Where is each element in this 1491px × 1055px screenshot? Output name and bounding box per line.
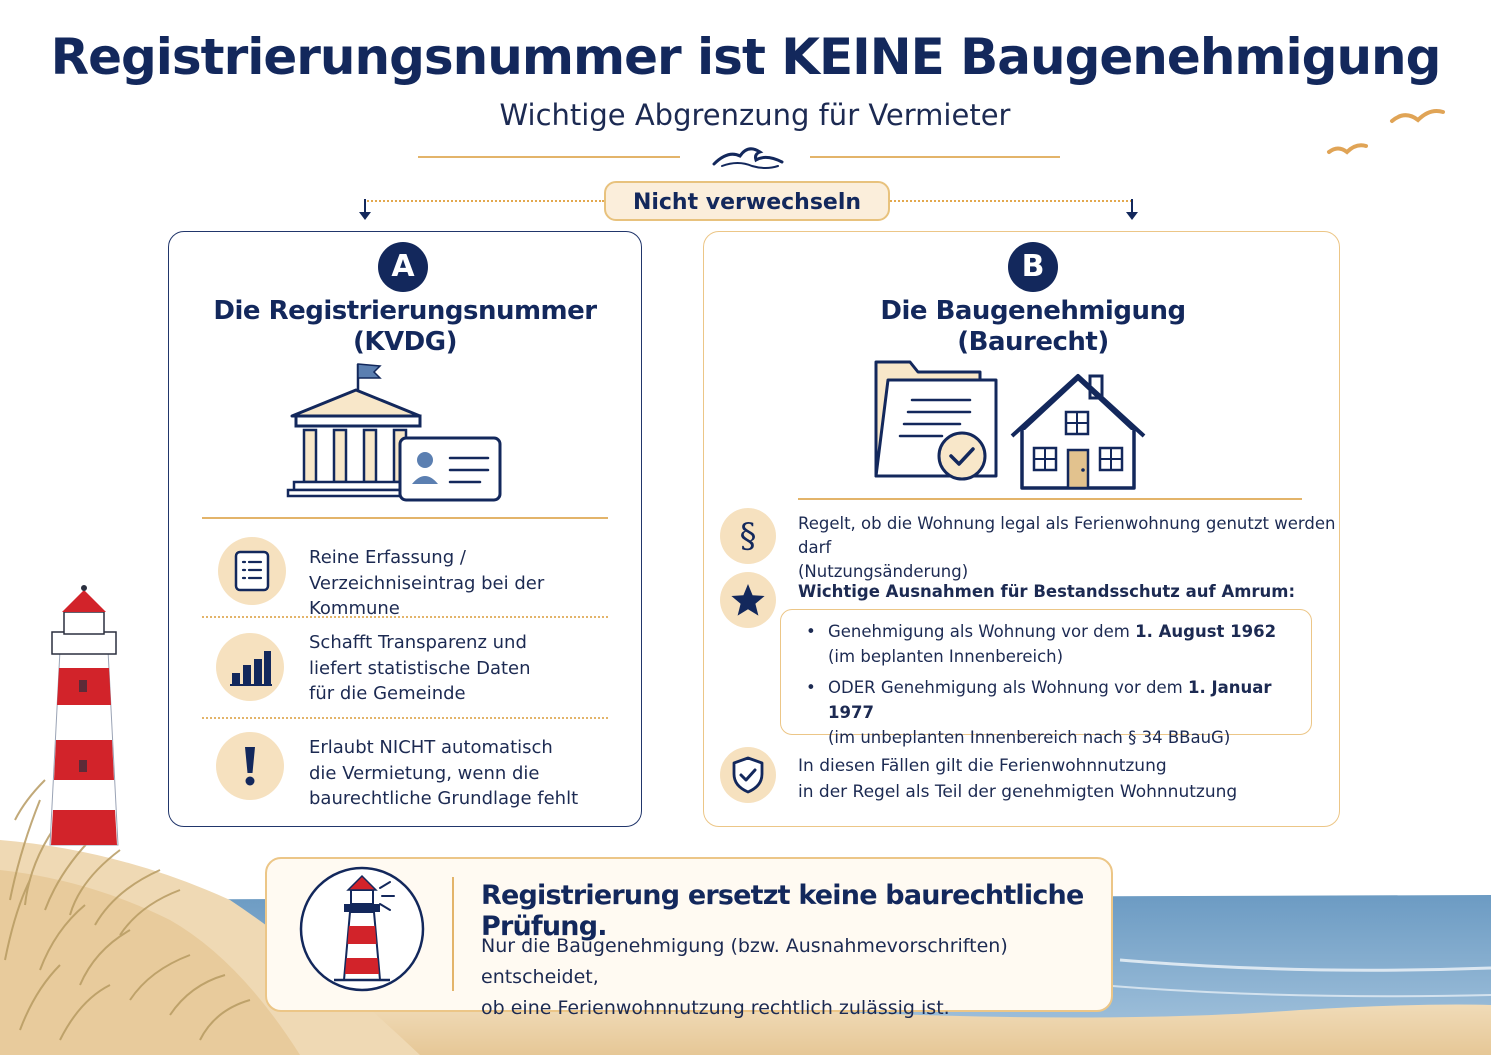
document-folder-check-icon	[870, 356, 1005, 486]
card-a-separator	[202, 616, 608, 618]
house-icon	[1008, 370, 1148, 492]
exclamation-icon-circle	[216, 732, 284, 800]
wave-icon	[708, 140, 788, 170]
lighthouse-icon	[298, 864, 426, 994]
checklist-icon-circle	[218, 537, 286, 605]
card-a-title-line1: Die Registrierungsnummer	[213, 296, 597, 326]
card-b-item-1-text: Regelt, ob die Wohnung legal als Ferienwohnung genutzt werden darf (Nutzungsänderung)	[798, 514, 1336, 581]
card-a-item-2-text: Schafft Transparenz und liefert statistische Daten für die Gemeinde	[309, 632, 531, 704]
divider-right	[810, 156, 1060, 158]
card-a-item-1-text: Reine Erfassung / Verzeichniseintrag bei der Kommune	[309, 547, 545, 619]
summary-divider	[452, 877, 454, 991]
paragraph-icon: §	[739, 516, 757, 556]
arrow-down-icon	[1124, 199, 1140, 223]
divider-left	[418, 156, 680, 158]
card-b-title	[703, 296, 1363, 358]
government-building-id-card-icon	[284, 360, 506, 505]
connector-left	[364, 200, 604, 202]
exclamation-icon	[240, 744, 260, 788]
page-title: Registrierungsnummer ist KEINE Baugenehmigung	[50, 28, 1441, 86]
card-a-title	[168, 296, 642, 358]
paragraph-icon-circle	[720, 508, 776, 564]
checklist-icon	[233, 549, 271, 593]
lighthouse-illustration	[50, 585, 118, 845]
card-b-title-line2: (Baurecht)	[957, 327, 1109, 357]
card-b-item-3-text: In diesen Fällen gilt die Ferienwohnnutzung in der Regel als Teil der genehmigten Wohnnutzung	[798, 756, 1238, 802]
connector-right	[890, 200, 1132, 202]
exception-item-1: • Genehmigung als Wohnung vor dem 1. August 1962 (im beplanten Innenbereich)	[806, 622, 1277, 666]
exception-item-2: • ODER Genehmigung als Wohnung vor dem 1. Januar 1977 (im unbeplanten Innenbereich nach § 34 BBauG)	[806, 678, 1272, 747]
card-b-item-2-heading: Wichtige Ausnahmen für Bestandsschutz auf Amrum:	[798, 582, 1296, 601]
page-subtitle: Wichtige Abgrenzung für Vermieter	[499, 98, 1011, 132]
shield-check-icon	[731, 756, 765, 794]
bar-chart-icon-circle	[216, 633, 284, 701]
letter-badge-b: B	[1008, 242, 1058, 292]
shield-check-icon-circle	[720, 747, 776, 803]
arrow-down-icon	[357, 199, 373, 223]
bar-chart-icon	[228, 647, 272, 687]
card-a-item-3-text: Erlaubt NICHT automatisch die Vermietung, wenn die baurechtliche Grundlage fehlt	[309, 737, 579, 809]
star-icon	[730, 583, 766, 617]
card-b-divider	[798, 498, 1302, 500]
card-a-divider	[202, 517, 608, 519]
comparison-badge: Nicht verwechseln	[604, 181, 890, 221]
card-b-title-line1: Die Baugenehmigung	[880, 296, 1186, 326]
letter-badge-a: A	[378, 242, 428, 292]
card-a-separator	[202, 717, 608, 719]
summary-text: Nur die Baugenehmigung (bzw. Ausnahmevorschriften) entscheidet, ob eine Ferienwohnnutzung rechtlich zulässig ist.	[481, 935, 1008, 1019]
star-icon-circle	[720, 572, 776, 628]
summary-headline: Registrierung ersetzt keine baurechtliche Prüfung.	[481, 880, 1084, 942]
card-a-title-line2: (KVDG)	[353, 327, 457, 357]
